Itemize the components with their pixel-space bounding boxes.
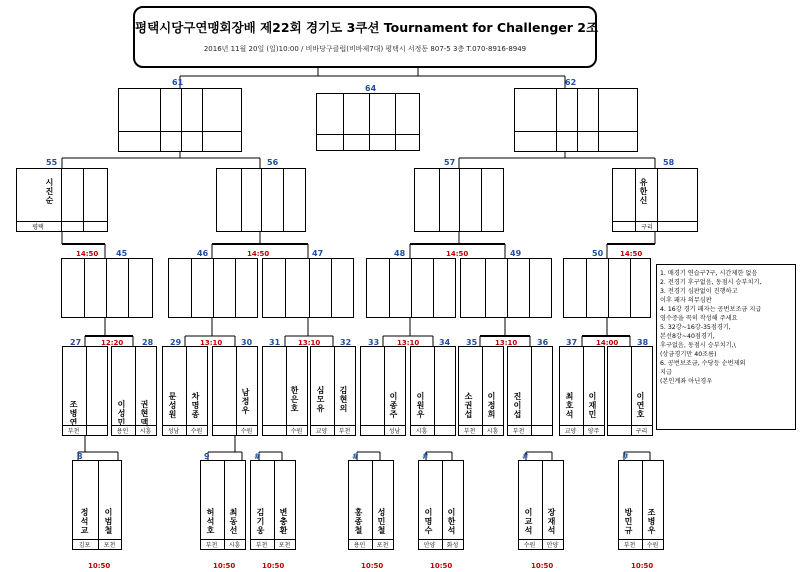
note-line: 지급 [660, 369, 672, 376]
match-block-bottom-7 [618, 460, 664, 550]
match-block-49 [460, 258, 552, 318]
player-name: 이한석 [447, 508, 456, 535]
match-number-64: 64 [365, 84, 377, 93]
player-name: 소권섭 [464, 392, 473, 419]
match-number-hash-2: # [352, 452, 359, 461]
match-number-35: 35 [466, 338, 478, 347]
player-name: 방민규 [624, 508, 633, 535]
player-club: 교양 [315, 428, 328, 435]
player-club: 포천 [103, 542, 116, 549]
player-name: 이범철 [104, 508, 113, 535]
player-club-55: 평택 [32, 224, 44, 231]
player-name: 조병연 [69, 400, 78, 427]
player-club: 용인 [353, 542, 366, 549]
player-name: 이종주 [389, 392, 398, 419]
player-name: 문성원 [168, 392, 177, 419]
player-club: 구리 [635, 428, 648, 435]
match-number-36: 36 [537, 338, 549, 347]
match-block-bottom-5 [418, 460, 464, 550]
note-line: 이후 패자 의무심판 [660, 297, 712, 304]
match-number-30: 30 [241, 338, 253, 347]
note-line: 2. 전경기 후구없음, 동점시 승부치기, [660, 279, 762, 286]
match-time-bottom-5: 10:50 [430, 562, 453, 570]
match-number-47: 47 [312, 249, 324, 258]
player-name: 이정희 [487, 392, 496, 419]
player-club: 김포 [78, 542, 91, 549]
tournament-title: 평택시당구연맹회장배 제22회 경기도 3쿠션 Tournament for Challenger 2조 [135, 20, 599, 35]
note-line: 3. 전경기 심판없이 진행하고 [660, 288, 738, 295]
player-club: 부천 [463, 428, 476, 435]
match-time-bottom-3: 10:50 [262, 562, 285, 570]
match-block-45 [61, 258, 153, 318]
player-name: 이원우 [416, 392, 425, 419]
match-block-34 [410, 346, 456, 436]
match-number-32: 32 [340, 338, 352, 347]
player-name: 김기웅 [256, 508, 265, 535]
player-club: 부천 [255, 542, 268, 549]
match-block-bottom-6 [518, 460, 564, 550]
player-name: 최동선 [229, 508, 238, 535]
player-name: 남정우 [241, 388, 250, 415]
player-club: 부천 [67, 428, 80, 435]
match-time-bottom-6: 10:50 [531, 562, 554, 570]
note-line: 6. 공번보조금, 수당등 순번제외 [660, 360, 746, 367]
match-number-hash-5: # [622, 452, 629, 461]
match-number-37: 37 [566, 338, 578, 347]
match-block-56 [216, 168, 306, 232]
match-number-31: 31 [269, 338, 281, 347]
player-club: 포천 [376, 542, 389, 549]
match-block-9 [200, 460, 246, 550]
match-number-28: 28 [142, 338, 154, 347]
match-block-35 [458, 346, 504, 436]
player-club: 교양 [564, 428, 577, 435]
match-time-bottom-7: 10:50 [631, 562, 654, 570]
match-number-56: 56 [267, 158, 279, 167]
player-club: 수원 [190, 428, 203, 435]
player-name: 성민철 [377, 508, 386, 535]
player-club: 부천 [512, 428, 525, 435]
match-block-36 [507, 346, 553, 436]
player-club: 성남 [388, 428, 401, 435]
player-name: 이명수 [424, 508, 433, 535]
match-block-bottom-4 [348, 460, 394, 550]
player-club: 부천 [623, 542, 636, 549]
note-line: 본선8강~40점경기, [660, 333, 715, 340]
note-line: 후구없음, 동점시 승부치기,\ [660, 342, 736, 349]
match-number-55: 55 [46, 158, 58, 167]
match-time-33: 13:10 [397, 339, 420, 347]
player-name: 이교석 [524, 508, 533, 535]
player-club: 안양 [423, 542, 436, 549]
player-club: 시흥 [139, 428, 152, 435]
player-club: 포천 [278, 542, 291, 549]
player-name: 심모유 [316, 386, 325, 413]
match-time-29: 13:10 [200, 339, 223, 347]
player-name: 변충환 [279, 508, 288, 535]
player-name-55: 시진순 [45, 178, 54, 205]
player-name: 이재민 [588, 392, 597, 419]
match-number-57: 57 [444, 158, 456, 167]
player-name: 차명종 [191, 392, 200, 419]
player-name: 김현의 [339, 386, 348, 413]
tournament-title-box [133, 6, 597, 68]
player-club: 부천 [205, 542, 218, 549]
player-name: 한은호 [290, 386, 299, 413]
match-block-33 [360, 346, 406, 436]
match-number-hash-4: # [522, 452, 529, 461]
match-time-bottom-1: 10:50 [88, 562, 111, 570]
player-club: 수원 [646, 542, 659, 549]
match-time-31: 13:10 [298, 339, 321, 347]
match-number-48: 48 [394, 249, 406, 258]
match-block-31 [262, 346, 308, 436]
match-block-64 [316, 93, 420, 151]
player-club: 시흥 [486, 428, 499, 435]
match-number-27: 27 [70, 338, 82, 347]
match-time-48: 14:50 [446, 250, 469, 258]
match-number-58: 58 [663, 158, 675, 167]
tournament-subtitle: 2016년 11월 20일 (일)10:00 / 비바당구클럽(비바제7대) 평택시 서정동 807-5 3층 T.070-8916-8949 [203, 45, 527, 53]
rules-notes [656, 264, 796, 430]
match-time-35: 13:10 [495, 339, 518, 347]
player-name: 진이섭 [513, 392, 522, 419]
player-name: 홍종철 [354, 508, 363, 535]
match-time-bottom-2: 10:50 [213, 562, 236, 570]
player-club: 성남 [167, 428, 180, 435]
match-block-62 [514, 88, 638, 152]
player-club: 시흥 [415, 428, 428, 435]
match-number-62: 62 [565, 78, 577, 87]
match-block-30 [212, 346, 258, 436]
match-number-61: 61 [172, 78, 184, 87]
match-number-8: 8 [77, 452, 83, 461]
player-name: 권현맥 [140, 400, 149, 427]
player-club: 수원 [290, 428, 303, 435]
match-block-bottom-3 [250, 460, 296, 550]
match-block-47 [262, 258, 354, 318]
player-club: 시흥 [228, 542, 241, 549]
match-number-38: 38 [637, 338, 649, 347]
player-name: 허석호 [206, 508, 215, 535]
player-name-58: 유한신 [639, 178, 648, 205]
match-block-48 [366, 258, 456, 318]
match-block-37 [559, 346, 605, 436]
match-block-61 [118, 88, 242, 152]
match-number-hash-3: # [422, 452, 429, 461]
match-block-29 [162, 346, 208, 436]
match-block-57 [414, 168, 504, 232]
match-block-8 [72, 460, 122, 550]
player-club-58: 구리 [641, 224, 653, 231]
match-block-46 [168, 258, 258, 318]
note-line: (본인계좌 아닌경우 [660, 378, 713, 385]
match-number-50: 50 [592, 249, 604, 258]
player-club: 용인 [116, 428, 129, 435]
match-time-37: 14:00 [596, 339, 619, 347]
match-time-50: 14:50 [620, 250, 643, 258]
note-line: 1. 매경기 연습구7구, 시간제한 없음 [660, 270, 758, 277]
player-name: 이연호 [636, 392, 645, 419]
player-club: 수원 [240, 428, 253, 435]
match-number-9: 9 [204, 452, 210, 461]
player-club: 양주 [587, 428, 600, 435]
match-number-49: 49 [510, 249, 522, 258]
match-block-50 [563, 258, 651, 318]
note-line: 4. 16강 경기 패자는 공번보조금 지급 [660, 306, 762, 313]
player-club: 수원 [523, 542, 536, 549]
match-time-27: 12:20 [101, 339, 124, 347]
player-club: 안양 [546, 542, 559, 549]
player-club: 화성 [446, 542, 459, 549]
match-time-bottom-4: 10:50 [361, 562, 384, 570]
match-block-38 [607, 346, 653, 436]
match-number-hash-1: # [254, 452, 261, 461]
note-line: 5. 32강~16강-35점경기, [660, 324, 731, 331]
match-time-46: 14:50 [247, 250, 270, 258]
match-number-33: 33 [368, 338, 380, 347]
player-club: 부천 [338, 428, 351, 435]
player-name: 조병우 [647, 508, 656, 535]
note-line: (상금경기만 40조름) [660, 351, 717, 358]
match-number-46: 46 [197, 249, 209, 258]
note-line: 영수증을 꼭히 작성해 주세요 [660, 315, 738, 322]
player-name: 최호석 [565, 392, 574, 419]
player-name: 이성민 [117, 400, 126, 427]
match-number-45: 45 [116, 249, 128, 258]
player-name: 장재석 [547, 508, 556, 535]
match-number-29: 29 [170, 338, 182, 347]
match-number-34: 34 [439, 338, 451, 347]
player-name: 정석교 [80, 508, 89, 535]
match-time-45: 14:50 [76, 250, 99, 258]
